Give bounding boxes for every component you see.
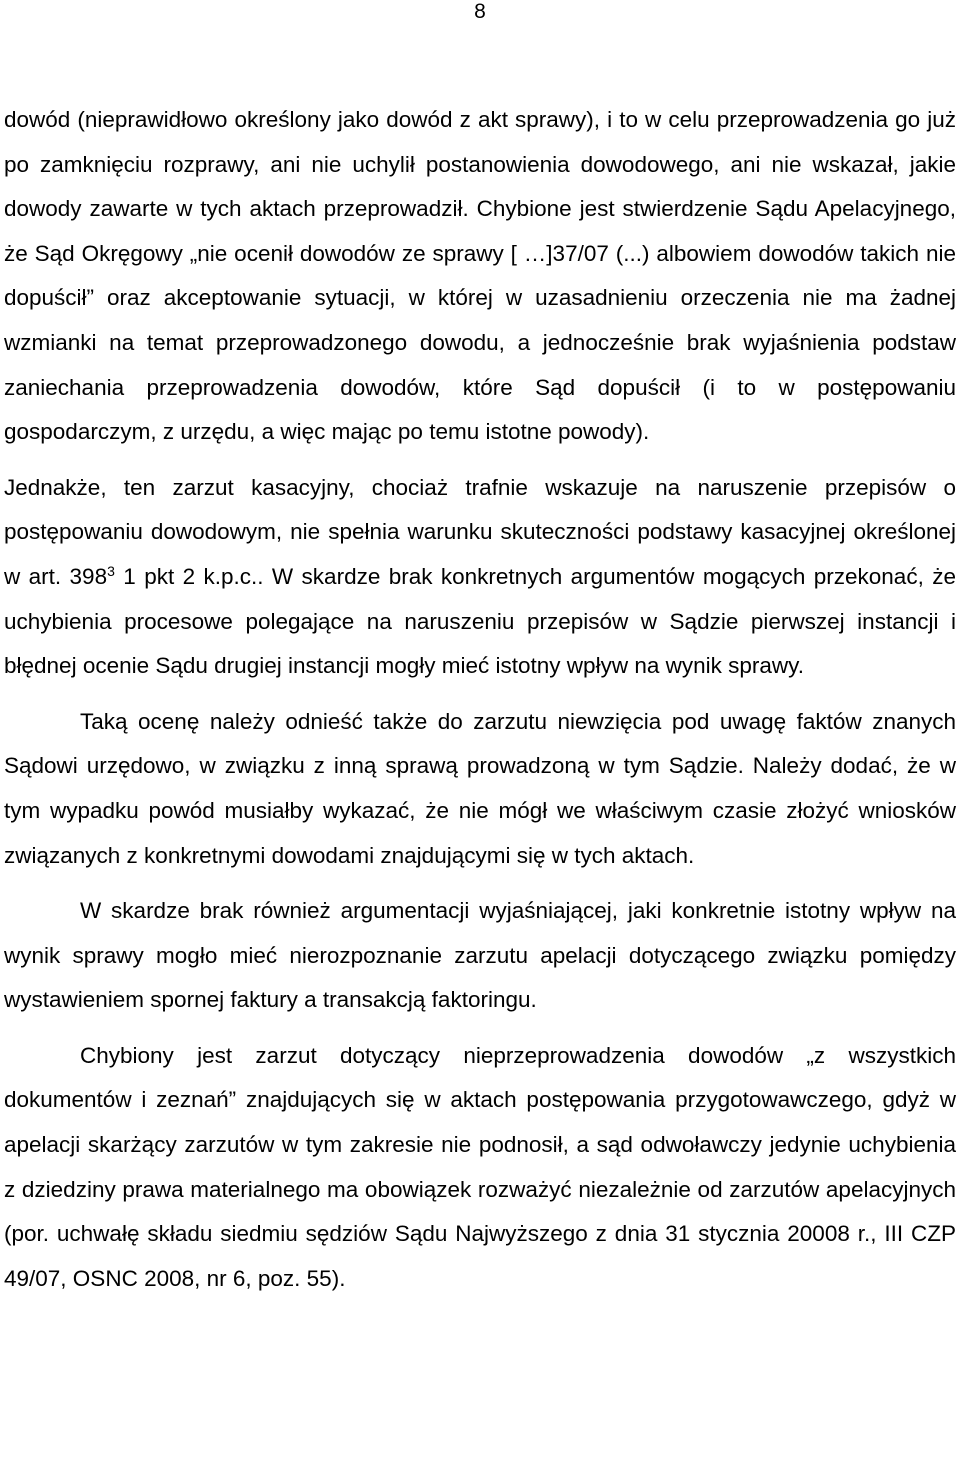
paragraph-2-text-start: Jednakże, ten zarzut kasacyjny, chociaż trafnie wskazuje na naruszenie przepisów o postępowaniu dowodowym, nie spełnia warunku skuteczności podstawy kasacyjnej określonej w art. 398 bbox=[4, 474, 956, 589]
article-superscript: 3 bbox=[107, 562, 115, 579]
paragraph-5: Chybiony jest zarzut dotyczący nieprzeprowadzenia dowodów „z wszystkich dokumentów i zeznań” znajdujących się w aktach postępowania przygotowawczego, gdyż w apelacji skarżący zarzutów w tym zakresie nie podnosił, a sąd odwoławczy jedynie uchybienia z dziedziny prawa materialnego ma obowiązek rozważyć niezależnie od zarzutów apelacyjnych (por. uchwałę składu siedmiu sędziów Sądu Najwyższego z dnia 31 stycznia 20008 r., III CZP 49/07, OSNC 2008, nr 6, poz. 55). bbox=[4, 1042, 956, 1291]
paragraph-4: W skardze brak również argumentacji wyjaśniającej, jaki konkretnie istotny wpływ na wynik sprawy mogło mieć nierozpoznanie zarzutu apelacji dotyczącego związku pomiędzy wystawieniem spornej faktury a transakcją faktoringu. bbox=[4, 898, 956, 1013]
document-body bbox=[4, 98, 956, 1301]
paragraph-1: dowód (nieprawidłowo określony jako dowód z akt sprawy), i to w celu przeprowadzenia go już po zamknięciu rozprawy, ani nie uchylił postanowienia dowodowego, ani nie wskazał, jakie dowody zawarte w tych aktach przeprowadził. Chybione jest stwierdzenie Sądu Apelacyjnego, że Sąd Okręgowy „nie ocenił dowodów ze sprawy [ …]37/07 (...) albowiem dowodów takich nie dopuścił” oraz akceptowanie sytuacji, w której w uzasadnieniu orzeczenia nie ma żadnej wzmianki na temat przeprowadzonego dowodu, a jednocześnie brak wyjaśnienia podstaw zaniechania przeprowadzenia dowodów, które Sąd dopuścił (i to w postępowaniu gospodarczym, z urzędu, a więc mając po temu istotne powody). bbox=[4, 107, 956, 445]
page-number: 8 bbox=[474, 0, 486, 23]
paragraph-3: Taką ocenę należy odnieść także do zarzutu niewzięcia pod uwagę faktów znanych Sądowi urzędowo, w związku z inną sprawą prowadzoną w tym Sądzie. Należy dodać, że w tym wypadku powód musiałby wykazać, że nie mógł we właściwym czasie złożyć wniosków związanych z konkretnymi dowodami znajdującymi się w tych aktach. bbox=[4, 708, 956, 868]
paragraph-2-text-end: 1 pkt 2 k.p.c.. W skardze brak konkretnych argumentów mogących przekonać, że uchybienia procesowe polegające na naruszeniu przepisów w Sądzie pierwszej instancji i błędnej ocenie Sądu drugiej instancji mogły mieć istotny wpływ na wynik sprawy. bbox=[4, 563, 956, 679]
paragraph-2 bbox=[4, 466, 956, 689]
